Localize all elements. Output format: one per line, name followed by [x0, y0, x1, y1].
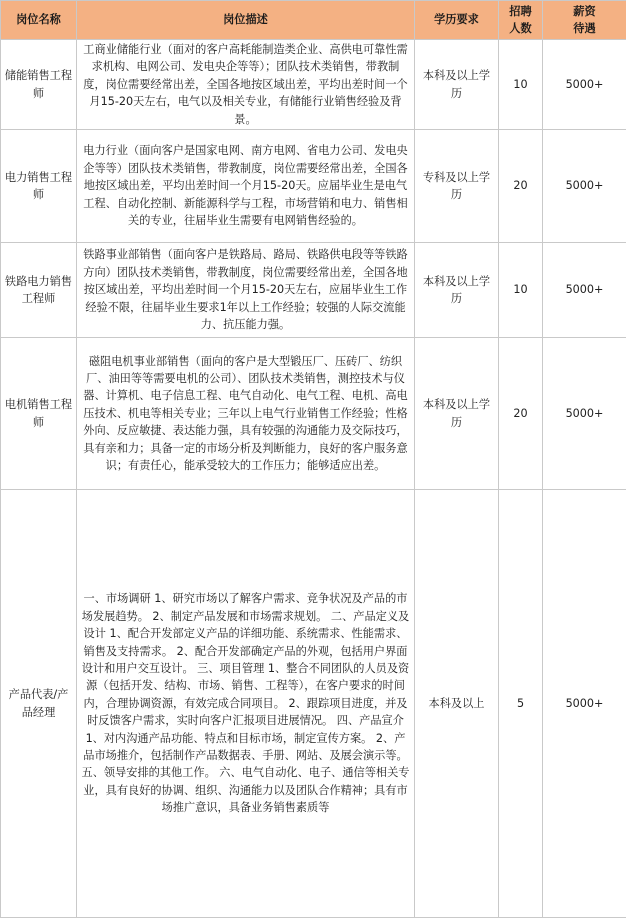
job-description: 一、市场调研 1、研究市场以了解客户需求、竞争状况及产品的市场发展趋势。 2、制定产品发展和市场需求规划。 二、产品定义及设计 1、配合开发部定义产品的详细功能、系统需求、性能需求、销售及支持需求。 2、配合开发部确定产品的外观，包括用户界面设计和用户交互设计。 三、项目管理 1、整合不同团队的人员及资源（包括开发、结构、市场、销售、工程等），在客户要求的时间内，合理协调资源，有效完成合同项目。 2、跟踪项目进度，并及时反馈客户需求，实时向客户汇报项目进展情况。 四、产品宣介 1、对内沟通产品功能、特点和目标市场，制定宣传方案。 2、产品市场推介，包括制作产品数据表、手册、网站、及展会演示等。 五、领导安排的其他工作。 六、电气自动化、电子、通信等相关专业，具有良好的协调、组织、沟通能力以及团队合作精神；具有市场推广意识，具备业务销售素质等 [77, 490, 415, 918]
table-row [1, 243, 626, 338]
job-title: 产品代表/产品经理 [1, 490, 77, 918]
table-row [1, 338, 626, 490]
header-count-line1: 招聘 [509, 4, 532, 18]
job-title: 电力销售工程师 [1, 130, 77, 243]
header-salary-line1: 薪资 [573, 4, 596, 18]
header-count-line2: 人数 [509, 22, 532, 35]
header-salary [543, 1, 626, 40]
header-edu: 学历要求 [415, 1, 499, 40]
salary: 5000+ [543, 40, 626, 130]
headcount: 10 [499, 243, 543, 338]
education-requirement: 本科及以上学历 [415, 40, 499, 130]
headcount: 10 [499, 40, 543, 130]
header-row [1, 1, 626, 40]
salary: 5000+ [543, 490, 626, 918]
table-row [1, 130, 626, 243]
headcount: 20 [499, 338, 543, 490]
header-salary-line2: 待遇 [573, 22, 596, 35]
education-requirement: 本科及以上 [415, 490, 499, 918]
salary: 5000+ [543, 243, 626, 338]
table-row [1, 490, 626, 918]
job-title: 铁路电力销售工程师 [1, 243, 77, 338]
header-desc: 岗位描述 [77, 1, 415, 40]
job-description: 磁阻电机事业部销售（面向的客户是大型锻压厂、压砖厂、纺织厂、油田等等需要电机的公司）、团队技术类销售，测控技术与仪器、计算机、电子信息工程、电气自动化、电气工程、电机、高电压技术、机电等相关专业；三年以上电气行业销售工作经验；性格外向、反应敏捷、表达能力强，具有较强的沟通能力及交际技巧，具有亲和力；具备一定的市场分析及判断能力，良好的客户服务意识；有责任心，能承受较大的工作压力；能够适应出差。 [77, 338, 415, 490]
education-requirement: 本科及以上学历 [415, 243, 499, 338]
job-description: 工商业储能行业（面对的客户高耗能制造类企业、高供电可靠性需求机构、电网公司、发电央企等等）；团队技术类销售，带教制度，岗位需要经常出差，全国各地按区域出差，平均出差时间一个月15-20天左右，电气以及相关专业，有储能行业销售经验及背景。 [77, 40, 415, 130]
header-count [499, 1, 543, 40]
headcount: 20 [499, 130, 543, 243]
table-row [1, 40, 626, 130]
job-description: 铁路事业部销售（面向客户是铁路局、路局、铁路供电段等等铁路方向）团队技术类销售，带教制度，岗位需要经常出差，全国各地按区域出差，平均出差时间一个月15-20天左右，应届毕业生工作经验不限，往届毕业生要求1年以上工作经验；较强的人际交流能力、抗压能力强。 [77, 243, 415, 338]
job-title: 储能销售工程师 [1, 40, 77, 130]
education-requirement: 专科及以上学历 [415, 130, 499, 243]
headcount: 5 [499, 490, 543, 918]
salary: 5000+ [543, 338, 626, 490]
salary: 5000+ [543, 130, 626, 243]
header-name: 岗位名称 [1, 1, 77, 40]
job-description: 电力行业（面向客户是国家电网、南方电网、省电力公司、发电央企等等）团队技术类销售，带教制度，岗位需要经常出差，全国各地按区域出差，平均出差时间一个月15-20天。应届毕业生是电气工程、自动化控制、新能源科学与工程，市场营销和电力、销售相关的专业，往届毕业生需要有电网销售经验的。 [77, 130, 415, 243]
education-requirement: 本科及以上学历 [415, 338, 499, 490]
job-title: 电机销售工程师 [1, 338, 77, 490]
